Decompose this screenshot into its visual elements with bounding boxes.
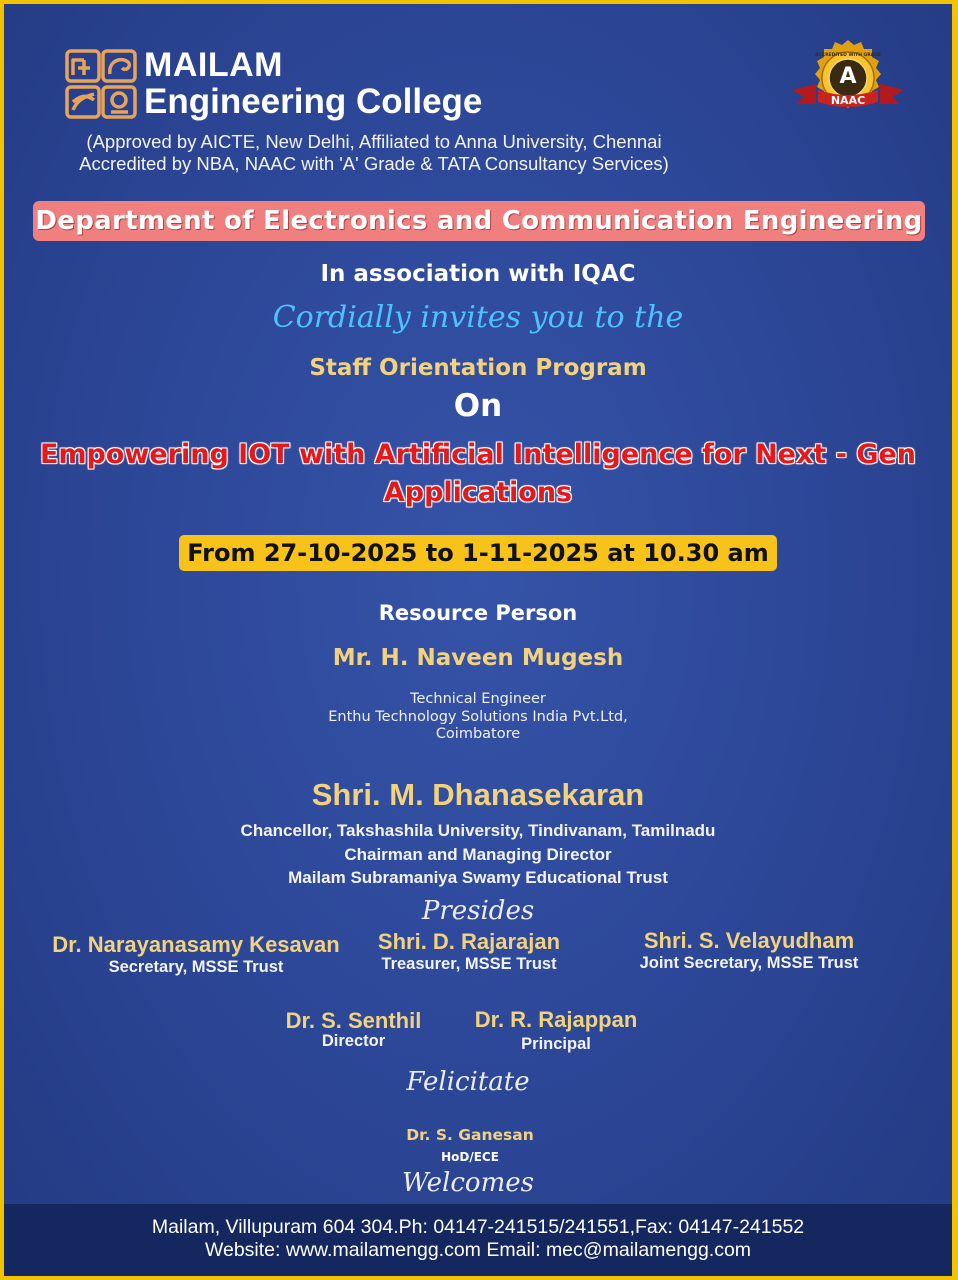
approval-line2: Accredited by NBA, NAAC with 'A' Grade & TATA Consultancy Services)	[79, 153, 669, 174]
approval-text	[44, 131, 704, 175]
chancellor-role3: Mailam Subramaniya Swamy Educational Trust	[288, 868, 668, 887]
invitation-flyer	[4, 4, 952, 1276]
chancellor-role2: Chairman and Managing Director	[344, 844, 612, 864]
resource-details	[4, 691, 952, 744]
invite-text: Cordially invites you to the	[272, 300, 684, 335]
on-text: On	[453, 388, 503, 424]
chancellor-name: Shri. M. Dhanasekaran	[311, 777, 645, 812]
college-logo-icon	[64, 48, 138, 120]
dignitary-rajappan	[466, 1007, 646, 1054]
dignitary-role: Joint Secretary, MSSE Trust	[639, 954, 859, 972]
naac-grade: A	[839, 64, 857, 89]
college-name-line2: Engineering College	[144, 81, 483, 121]
dignitary-name: Dr. Narayanasamy Kesavan	[52, 932, 340, 957]
resource-heading: Resource Person	[378, 601, 578, 625]
department-banner: Department of Electronics and Communication Engineering	[33, 201, 925, 241]
approval-line1: (Approved by AICTE, New Delhi, Affiliated to Anna University, Chennai	[86, 131, 662, 152]
dignitary-role: Treasurer, MSSE Trust	[381, 955, 557, 973]
presides-text: Presides	[421, 896, 535, 926]
resource-line1: Technical Engineer	[410, 691, 546, 707]
hod-role: HoD/ECE	[441, 1150, 499, 1164]
chancellor-roles	[4, 819, 952, 890]
program-title: Staff Orientation Program	[309, 355, 647, 381]
topic-line2: Applications	[383, 477, 573, 508]
resource-line2: Enthu Technology Solutions India Pvt.Ltd,	[328, 708, 628, 725]
college-name	[144, 48, 482, 120]
footer-address: Mailam, Villupuram 604 304.Ph: 04147-241515/241551,Fax: 04147-241552	[151, 1216, 805, 1238]
college-name-line1: MAILAM	[144, 46, 283, 84]
dignitary-name: Dr. R. Rajappan	[474, 1007, 638, 1032]
hod-name: Dr. S. Ganesan	[406, 1126, 534, 1144]
felicitate-text: Felicitate	[406, 1067, 530, 1097]
naac-ring-text: ACCREDITED WITH GRADE	[815, 53, 881, 58]
date-row	[4, 535, 952, 571]
footer-contact: Website: www.mailamengg.com Email: mec@mailamengg.com	[204, 1239, 752, 1261]
welcomes-text: Welcomes	[402, 1168, 534, 1198]
chancellor-role1: Chancellor, Takshashila University, Tindivanam, Tamilnadu	[240, 821, 716, 840]
naac-badge-icon	[786, 38, 910, 128]
resource-name: Mr. H. Naveen Mugesh	[332, 645, 624, 671]
dignitary-rajarajan	[359, 929, 579, 974]
dignitary-role: Principal	[521, 1035, 591, 1053]
date-badge: From 27-10-2025 to 1-11-2025 at 10.30 am	[179, 535, 776, 571]
topic-line1: Empowering IOT with Artificial Intelligence for Next - Gen	[39, 439, 917, 470]
naac-label: NAAC	[830, 94, 866, 107]
association-text: In association with IQAC	[320, 261, 636, 287]
footer	[4, 1204, 952, 1276]
dignitary-role: Director	[321, 1032, 386, 1050]
dignitary-kesavan	[36, 932, 356, 977]
dignitary-name: Shri. S. Velayudham	[643, 928, 855, 953]
dignitary-role: Secretary, MSSE Trust	[108, 958, 284, 976]
topic-title	[4, 436, 952, 512]
resource-line3: Coimbatore	[435, 726, 521, 742]
dignitary-name: Dr. S. Senthil	[285, 1008, 422, 1033]
dignitary-name: Shri. D. Rajarajan	[377, 929, 561, 954]
dignitary-senthil	[276, 1008, 431, 1051]
dignitary-velayudham	[619, 928, 879, 973]
